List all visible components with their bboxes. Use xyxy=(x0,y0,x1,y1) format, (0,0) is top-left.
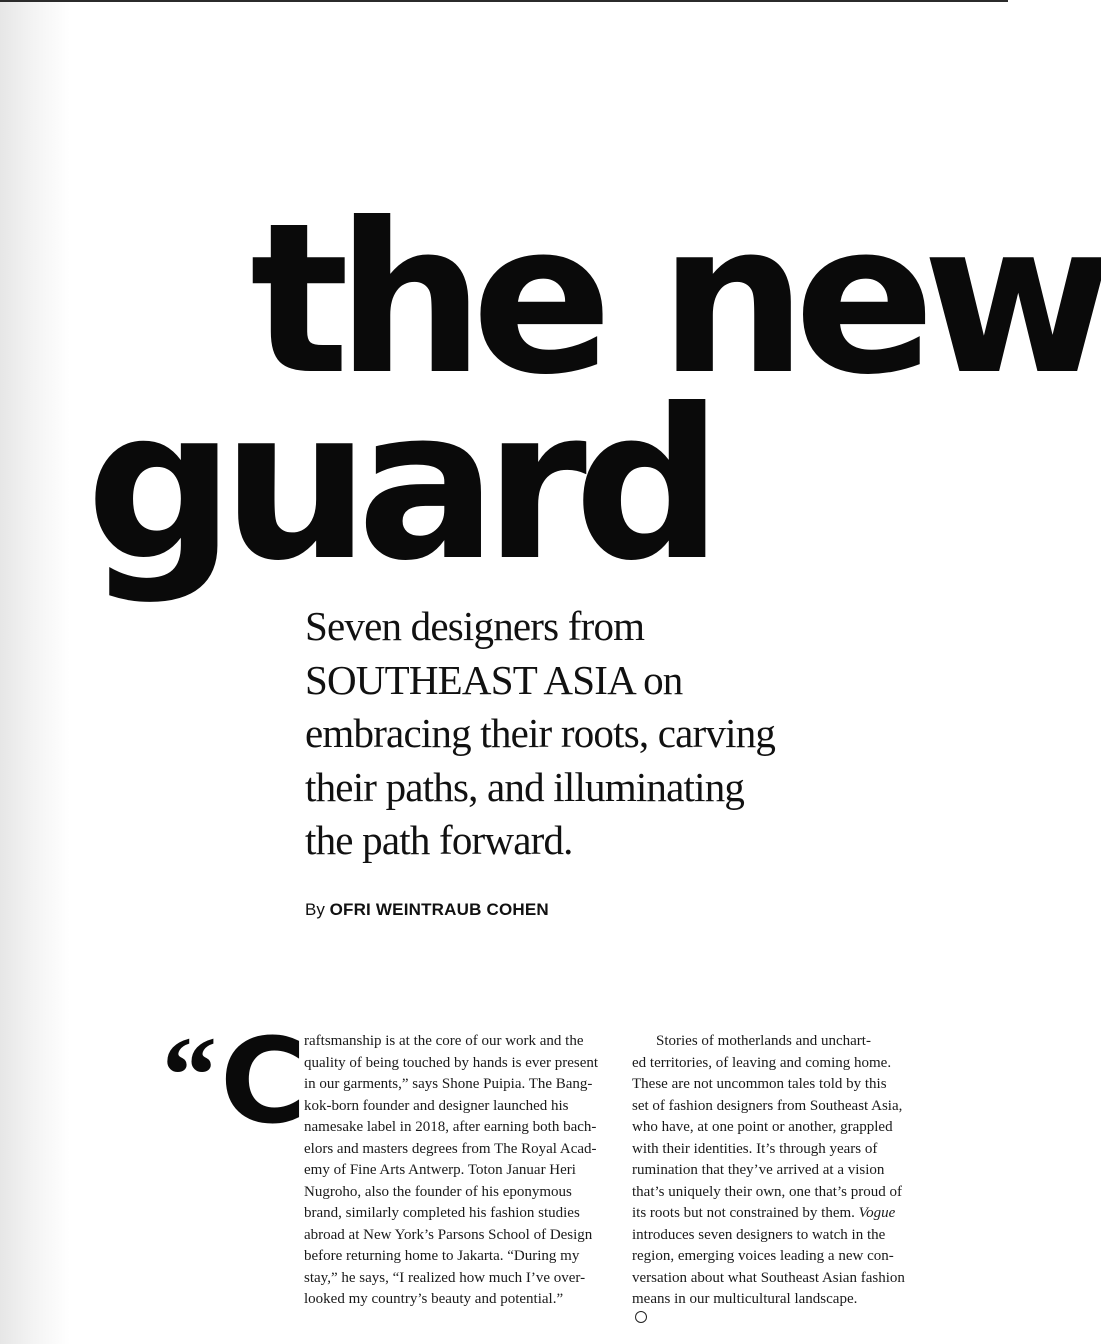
top-edge-rule xyxy=(0,0,1008,2)
deck-line: the path forward. xyxy=(305,817,573,863)
body-line: introduces seven designers to watch in the xyxy=(632,1226,886,1243)
end-mark-icon xyxy=(635,1311,647,1323)
byline-author: OFRI WEINTRAUB COHEN xyxy=(329,900,549,919)
magazine-name: Vogue xyxy=(858,1205,896,1221)
body-line: set of fashion designers from Southeast Asia, xyxy=(632,1097,903,1114)
body-column-2 xyxy=(632,1031,936,1323)
body-line: versation about what Southeast Asian fashion xyxy=(632,1269,905,1286)
body-line: looked my country’s beauty and potential.” xyxy=(304,1291,564,1307)
body-text: means in our multicultural landscape. xyxy=(632,1291,858,1307)
body-line: that’s uniquely their own, one that’s proud of xyxy=(632,1183,902,1200)
byline-prefix: By xyxy=(305,900,325,919)
deck-line: their paths, and illuminating xyxy=(305,763,745,810)
deck-line: SOUTHEAST ASIA on xyxy=(305,656,683,703)
headline-line-1: the new xyxy=(250,179,1101,421)
body-line: with their identities. It’s through years of xyxy=(632,1140,878,1157)
body-line: before returning home to Jakarta. “During my xyxy=(304,1248,580,1264)
body-line: namesake label in 2018, after earning both bach- xyxy=(304,1119,597,1135)
body-column-1 xyxy=(304,1031,608,1311)
body-line: Nugroho, also the founder of his eponymous xyxy=(304,1183,572,1200)
deck-line: embracing their roots, carving xyxy=(305,710,776,756)
drop-cap-quote-mark: “ xyxy=(162,1014,217,1136)
drop-cap-letter: C xyxy=(220,1012,307,1150)
headline-line-2: guard xyxy=(86,365,710,607)
body-text: its roots but not constrained by them. xyxy=(632,1205,855,1221)
drop-cap xyxy=(162,1012,307,1150)
body-line: elors and masters degrees from The Royal Acad- xyxy=(304,1140,597,1157)
body-line: abroad at New York’s Parsons School of Design xyxy=(304,1226,593,1243)
body-line xyxy=(632,1289,936,1323)
body-line: ed territories, of leaving and coming home. xyxy=(632,1054,892,1071)
page-gutter-shadow xyxy=(0,0,70,1344)
body-line: kok-born founder and designer launched his xyxy=(304,1097,569,1114)
body-line: quality of being touched by hands is ever present xyxy=(304,1054,599,1071)
body-line: These are not uncommon tales told by this xyxy=(632,1076,887,1092)
body-line xyxy=(632,1203,936,1225)
body-line: stay,” he says, “I realized how much I’ve over- xyxy=(304,1269,586,1286)
body-line: raftsmanship is at the core of our work and the xyxy=(304,1033,584,1049)
body-line: region, emerging voices leading a new con- xyxy=(632,1248,894,1264)
body-line: Stories of motherlands and unchart- xyxy=(656,1033,871,1049)
byline xyxy=(305,900,549,920)
deck-subtitle xyxy=(305,600,825,868)
body-line: emy of Fine Arts Antwerp. Toton Januar Heri xyxy=(304,1162,576,1178)
body-line: in our garments,” says Shone Puipia. The Bang- xyxy=(304,1076,593,1092)
body-line: rumination that they’ve arrived at a vision xyxy=(632,1162,885,1178)
deck-line: Seven designers from xyxy=(305,603,645,649)
body-line: who have, at one point or another, grappled xyxy=(632,1119,893,1135)
body-line: brand, similarly completed his fashion studies xyxy=(304,1205,580,1221)
